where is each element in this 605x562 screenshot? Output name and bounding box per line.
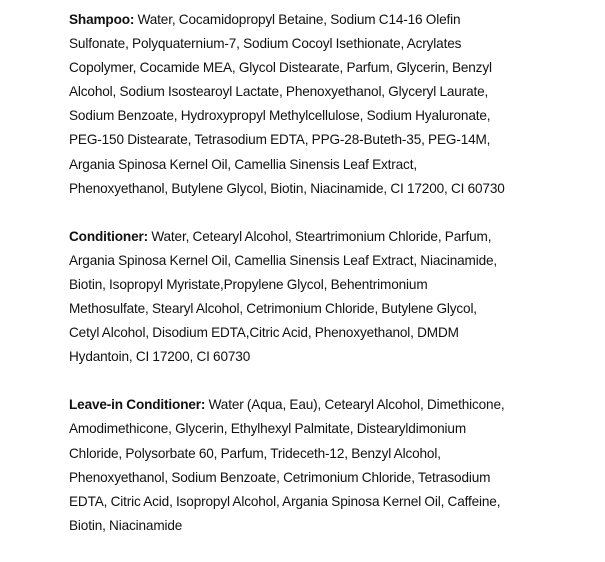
text-line: Argania Spinosa Kernel Oil, Camellia Sinensis Leaf Extract, Niacinamide, (69, 252, 498, 268)
text-line: Phenoxyethanol, Sodium Benzoate, Cetrimonium Chloride, Tetrasodium (69, 469, 491, 485)
text-line: Cetyl Alcohol, Disodium EDTA,Citric Acid, Phenoxyethanol, DMDM (69, 325, 459, 341)
text-line: Biotin, Niacinamide (69, 517, 183, 533)
text-line: EDTA, Citric Acid, Isopropyl Alcohol, Argania Spinosa Kernel Oil, Caffeine, (69, 493, 501, 509)
text-line: Alcohol, Sodium Isostearoyl Lactate, Phenoxyethanol, Glyceryl Laurate, (69, 84, 489, 100)
shampoo-ingredients (69, 8, 599, 201)
text-line: Sodium Benzoate, Hydroxypropyl Methylcellulose, Sodium Hyaluronate, (69, 108, 491, 124)
text-line: Phenoxyethanol, Butylene Glycol, Biotin, Niacinamide, CI 17200, CI 60730 (69, 180, 505, 196)
text-line: Sulfonate, Polyquaternium-7, Sodium Cocoyl Isethionate, Acrylates (69, 36, 462, 52)
text-line: Amodimethicone, Glycerin, Ethylhexyl Palmitate, Distearyldimonium (69, 421, 467, 437)
text-line: Shampoo: Water, Cocamidopropyl Betaine, Sodium C14-16 Olefin (69, 12, 461, 27)
text-line: Chloride, Polysorbate 60, Parfum, Trideceth-12, Benzyl Alcohol, (69, 445, 441, 461)
text-line: Methosulfate, Stearyl Alcohol, Cetrimonium Chloride, Butylene Glycol, (69, 301, 477, 317)
leave-in-conditioner-label: Leave-in Conditioner: (69, 397, 206, 413)
text-line: Leave-in Conditioner: Water (Aqua, Eau), Cetearyl Alcohol, Dimethicone, (69, 397, 505, 413)
text-line: Biotin, Isopropyl Myristate,Propylene Glycol, Behentrimonium (69, 276, 428, 292)
conditioner-label: Conditioner: (69, 228, 148, 244)
text-line: Hydantoin, CI 17200, CI 60730 (69, 349, 251, 365)
ingredients-document (69, 8, 599, 562)
leave-in-conditioner-ingredients (69, 393, 599, 538)
conditioner-ingredients (69, 225, 599, 370)
text-line: Copolymer, Cocamide MEA, Glycol Distearate, Parfum, Glycerin, Benzyl (69, 60, 492, 76)
text-line: Argania Spinosa Kernel Oil, Camellia Sinensis Leaf Extract, (69, 156, 417, 172)
text-line: Conditioner: Water, Cetearyl Alcohol, Steartrimonium Chloride, Parfum, (69, 228, 492, 244)
text-line: PEG-150 Distearate, Tetrasodium EDTA, PPG-28-Buteth-35, PEG-14M, (69, 132, 491, 148)
shampoo-label: Shampoo: (69, 12, 135, 27)
